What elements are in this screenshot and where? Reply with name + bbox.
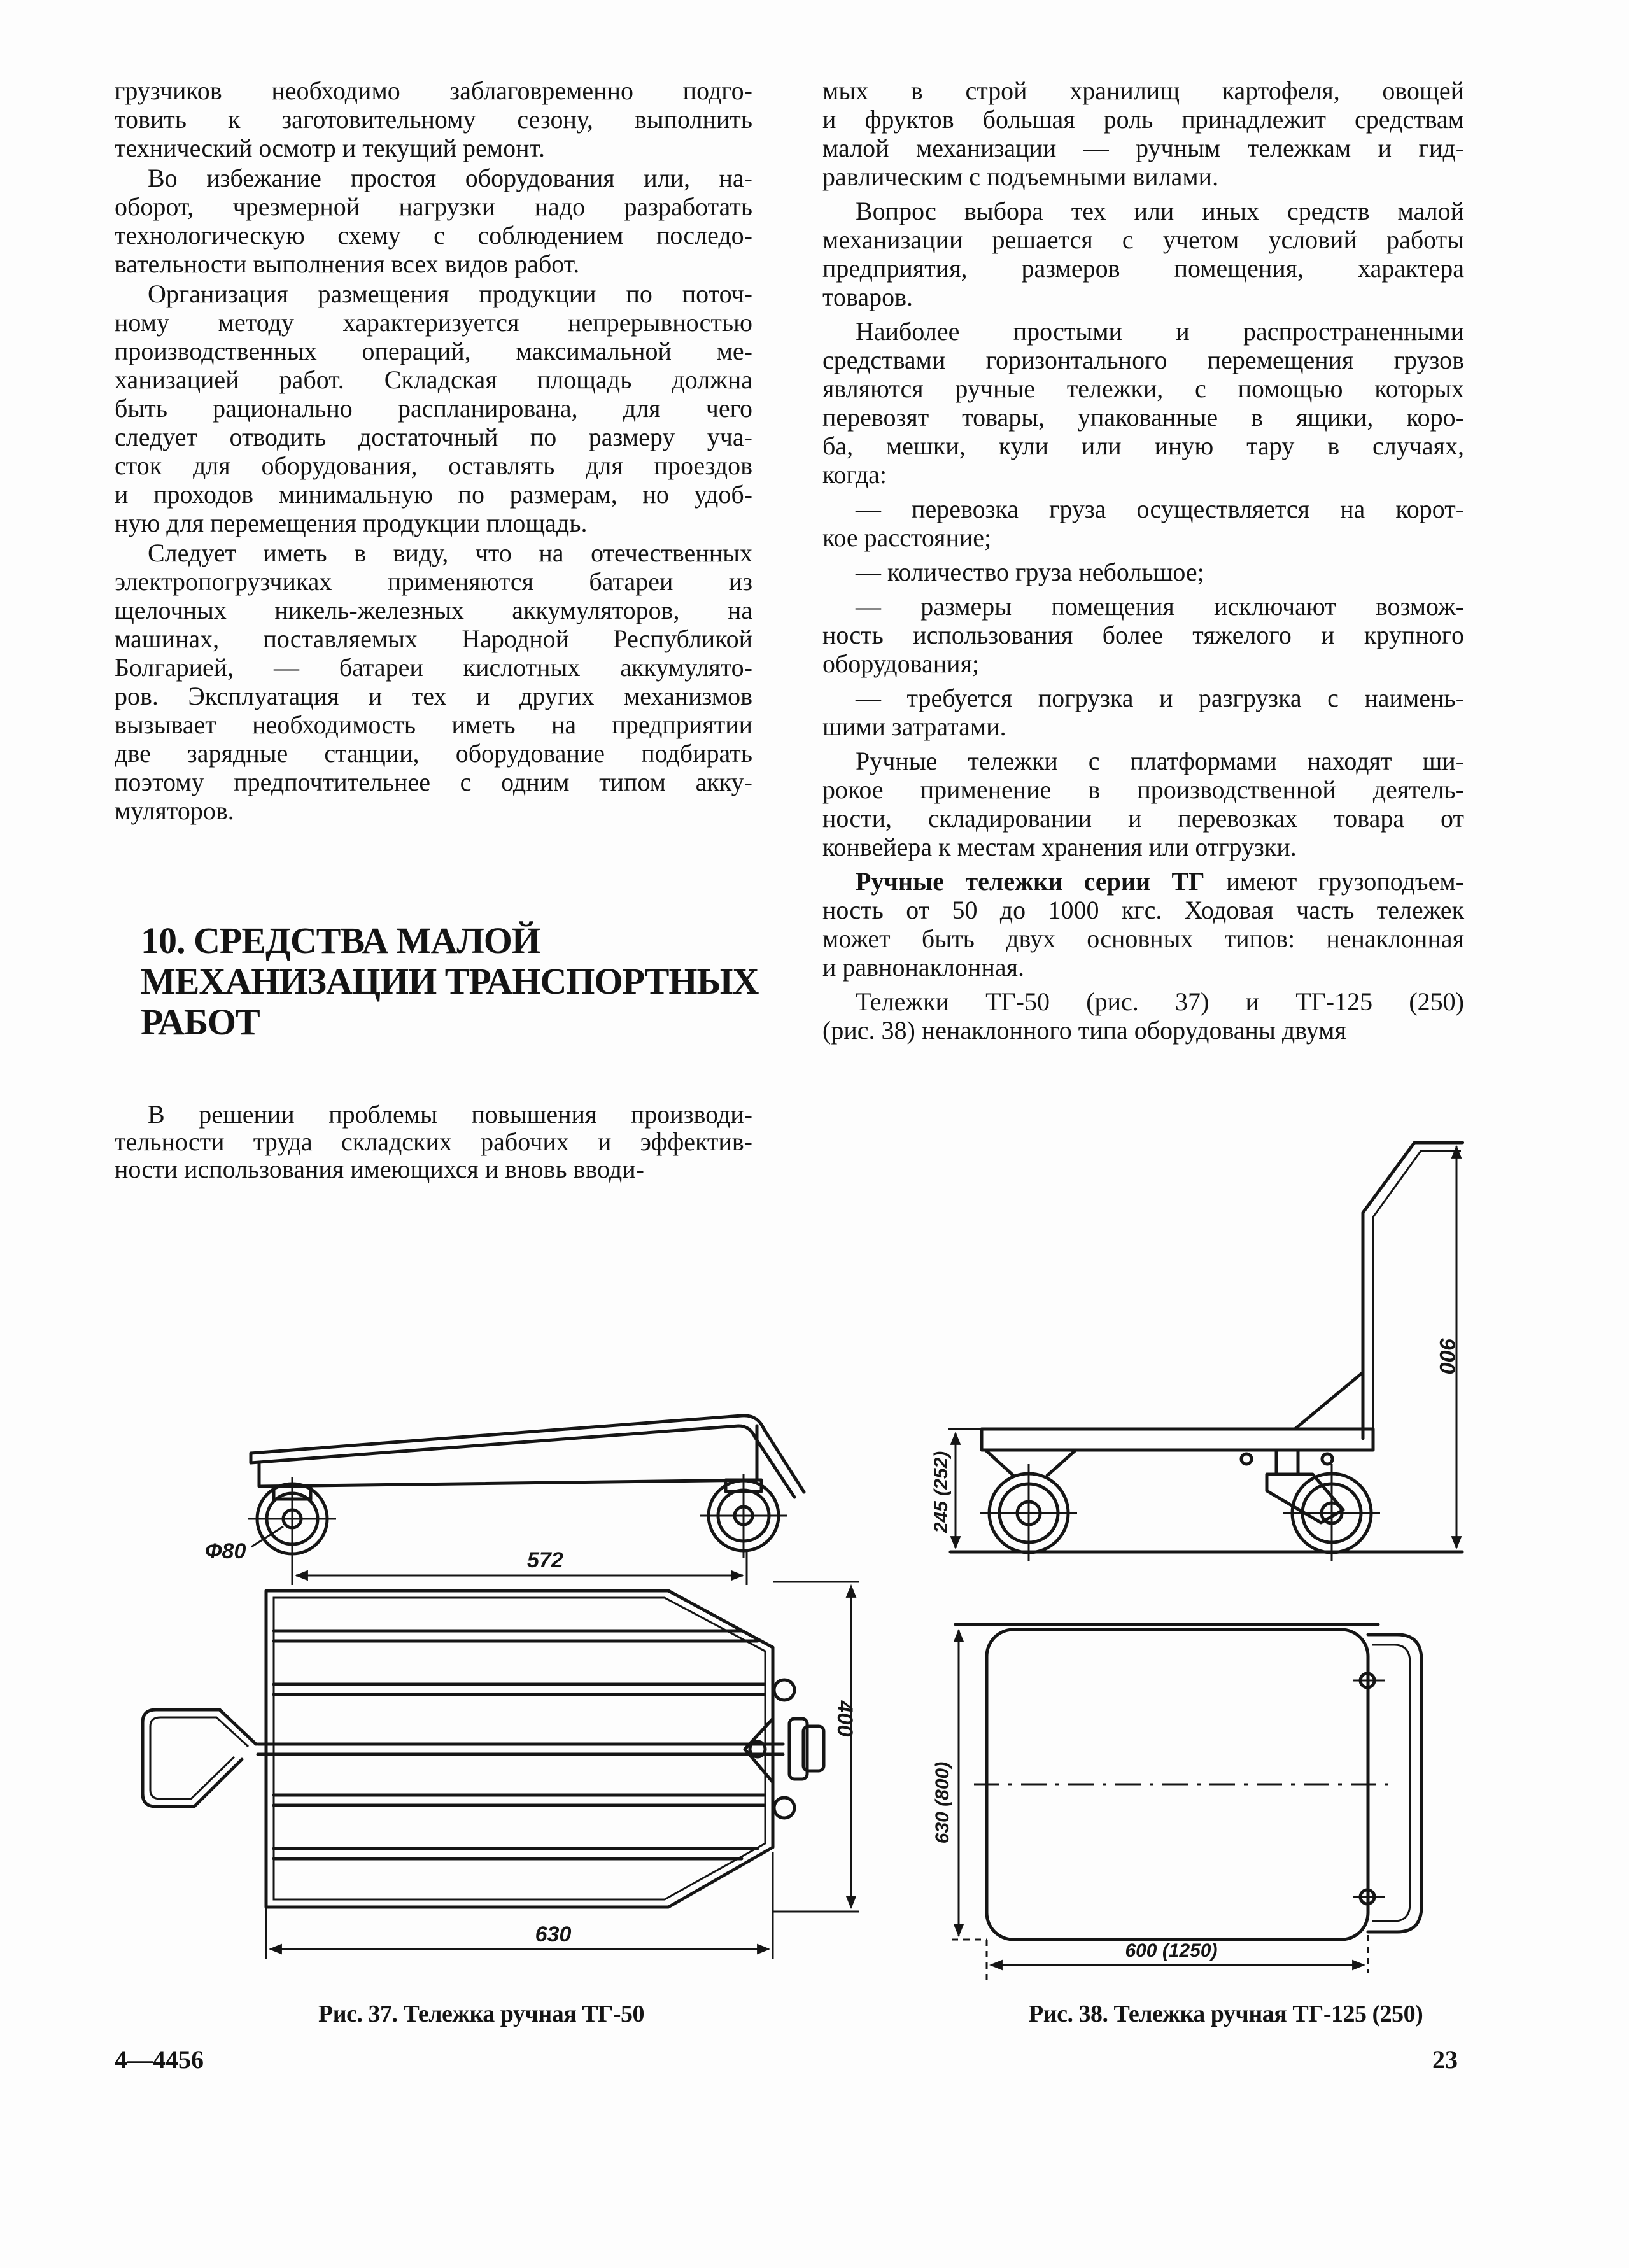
- text-line: Ручные тележки с платформами находят ши-: [856, 747, 1464, 775]
- dim-length: 600 (1250): [1125, 1940, 1218, 1961]
- dim-width: 400: [833, 1700, 857, 1737]
- text-line: Наиболее простыми и распространенными: [856, 317, 1464, 346]
- text-line: и фруктов большая роль принадлежит средствам: [822, 105, 1464, 134]
- text-line: рокое применение в производственной деятель-: [822, 775, 1464, 804]
- text-line: — перевозка груза осуществляется на корот-: [856, 495, 1464, 523]
- text-line: быть рационально распланирована, для чего: [115, 394, 752, 423]
- text-line: ность от 50 до 1000 кгс. Ходовая часть тележек: [822, 896, 1464, 924]
- text-line: муляторов.: [115, 796, 234, 825]
- slats: [258, 1631, 783, 1859]
- text-line: товаров.: [822, 283, 913, 311]
- text-line: следует отводить достаточный по размеру уча-: [115, 423, 752, 451]
- tow-handle-icon: [143, 1710, 256, 1807]
- text-line: электропогрузчиках применяются батареи из: [115, 567, 752, 596]
- figure-38-caption: Рис. 38. Тележка ручная ТГ-125 (250): [1029, 2001, 1423, 2027]
- gusset: [1295, 1372, 1363, 1429]
- text-run: имеют грузоподъем-: [1204, 867, 1464, 896]
- text-line: конвейера к местам хранения или отгрузки.: [822, 833, 1297, 861]
- text-line: когда:: [822, 460, 887, 489]
- printer-signature: 4—4456: [115, 2045, 204, 2074]
- text-line: ность использования более тяжелого и крупного: [822, 621, 1464, 649]
- wheel-icon: [248, 1477, 336, 1561]
- text-line: средствами горизонтального перемещения грузов: [822, 346, 1464, 374]
- text-line: оборот, чрезмерной нагрузки надо разработать: [115, 192, 752, 221]
- text-line: ности использования имеющихся и вновь вводи-: [115, 1155, 644, 1183]
- text-line: — размеры помещения исключают возмож-: [856, 592, 1464, 621]
- dim-length: 630: [535, 1922, 572, 1947]
- text-line: и проходов минимальную по размерам, но удоб-: [115, 480, 752, 509]
- text-line: технологическую схему с соблюдением последо-: [115, 221, 752, 250]
- text-line: машинах, поставляемых Народной Республикой: [115, 624, 752, 653]
- text-line: товить к заготовительному сезону, выполнить: [115, 105, 752, 134]
- text-line: оборудования;: [822, 649, 980, 678]
- text-line: ную для перемещения продукции площадь.: [115, 509, 588, 537]
- dim-height: 900: [1435, 1337, 1459, 1374]
- text-line: Во избежание простоя оборудования или, на-: [148, 164, 752, 192]
- text-line: Вопрос выбора тех или иных средств малой: [856, 197, 1464, 225]
- text-line: механизации решается с учетом условий работы: [822, 225, 1464, 254]
- text-line: грузчиков необходимо заблаговременно подго-: [115, 76, 752, 105]
- text-line: ба, мешки, кули или иную тару в случаях,: [822, 432, 1464, 460]
- figure-37-side-view: [205, 1416, 804, 1585]
- text-line: и равнонаклонная.: [822, 953, 1024, 982]
- text-line: может быть двух основных типов: ненаклонная: [822, 924, 1464, 953]
- push-handle: [1363, 1143, 1462, 1439]
- heading-line: РАБОТ: [141, 1001, 260, 1043]
- figure-38-top-view: [932, 1624, 1421, 1980]
- dim-platform-height: 245 (252): [931, 1451, 952, 1533]
- text-line: шими затратами.: [822, 712, 1006, 741]
- text-line: — количество груза небольшое;: [856, 558, 1204, 586]
- heading-line: МЕХАНИЗАЦИИ ТРАНСПОРТНЫХ: [141, 961, 759, 1002]
- text-line: — требуется погрузка и разгрузка с наимень-: [856, 684, 1464, 712]
- text-line: ному методу характеризуется непрерывностью: [115, 308, 752, 337]
- text-line: ханизацией работ. Складская площадь должна: [115, 365, 752, 394]
- text-line: являются ручные тележки, с помощью которых: [822, 374, 1464, 403]
- text-line: В решении проблемы повышения производи-: [148, 1100, 752, 1129]
- text-line: кое расстояние;: [822, 523, 992, 552]
- deck: [982, 1429, 1373, 1450]
- text-line: сток для оборудования, оставлять для проездов: [115, 451, 752, 480]
- figure-38-side-view: [931, 1143, 1464, 1561]
- figure-37-caption: Рис. 37. Тележка ручная ТГ-50: [318, 2001, 644, 2027]
- text-line: перевозят товары, упакованные в ящики, коро-: [822, 403, 1464, 432]
- text-line: две зарядные станции, оборудование подбирать: [115, 739, 752, 768]
- text-line: вательности выполнения всех видов работ.: [115, 250, 580, 278]
- wheel-icon: [700, 1474, 787, 1558]
- text-line: малой механизации — ручным тележкам и гид-: [822, 134, 1464, 162]
- bold-lead-text: Ручные тележки серии ТГ: [856, 867, 1205, 896]
- dim-wheel-diameter: Ф80: [205, 1539, 246, 1563]
- text-line: Тележки ТГ-50 (рис. 37) и ТГ-125 (250): [856, 987, 1464, 1016]
- text-line: ности, складировании и перевозках товара от: [822, 804, 1464, 833]
- text-line: технический осмотр и текущий ремонт.: [115, 134, 545, 162]
- text-line: Организация размещения продукции по поточ-: [148, 279, 752, 308]
- text-line: поэтому предпочтительнее с одним типом акку-: [115, 768, 752, 796]
- hitch-icon: [745, 1680, 824, 1818]
- text-line: равлическим с подъемными вилами.: [822, 162, 1219, 191]
- caster-wheel-icon: [1241, 1450, 1380, 1561]
- text-line: вызывает необходимость иметь на предприятии: [115, 710, 752, 739]
- text-line: Болгарией, — батареи кислотных аккумулято-: [115, 653, 752, 682]
- text-line: тельности труда складских рабочих и эффектив-: [115, 1127, 752, 1156]
- text-line: предприятия, размеров помещения, характера: [822, 254, 1464, 283]
- wheel-icon: [980, 1450, 1077, 1561]
- dim-width: 630 (800): [932, 1761, 953, 1844]
- text-line: щелочных никель-железных аккумуляторов, на: [115, 596, 752, 624]
- text-line: Следует иметь в виду, что на отечественных: [148, 539, 752, 567]
- text-line: мых в строй хранилищ картофеля, овощей: [822, 76, 1464, 105]
- figure-37-top-view: [143, 1582, 859, 1959]
- text-line: ров. Эксплуатация и тех и других механизмов: [115, 682, 752, 710]
- text-line: производственных операций, максимальной ме-: [115, 337, 752, 365]
- dim-wheelbase: 572: [527, 1548, 563, 1572]
- heading-line: 10. СРЕДСТВА МАЛОЙ: [141, 920, 540, 961]
- page-number: 23: [1432, 2045, 1458, 2074]
- text-line: (рис. 38) ненаклонного типа оборудованы двумя: [822, 1016, 1346, 1045]
